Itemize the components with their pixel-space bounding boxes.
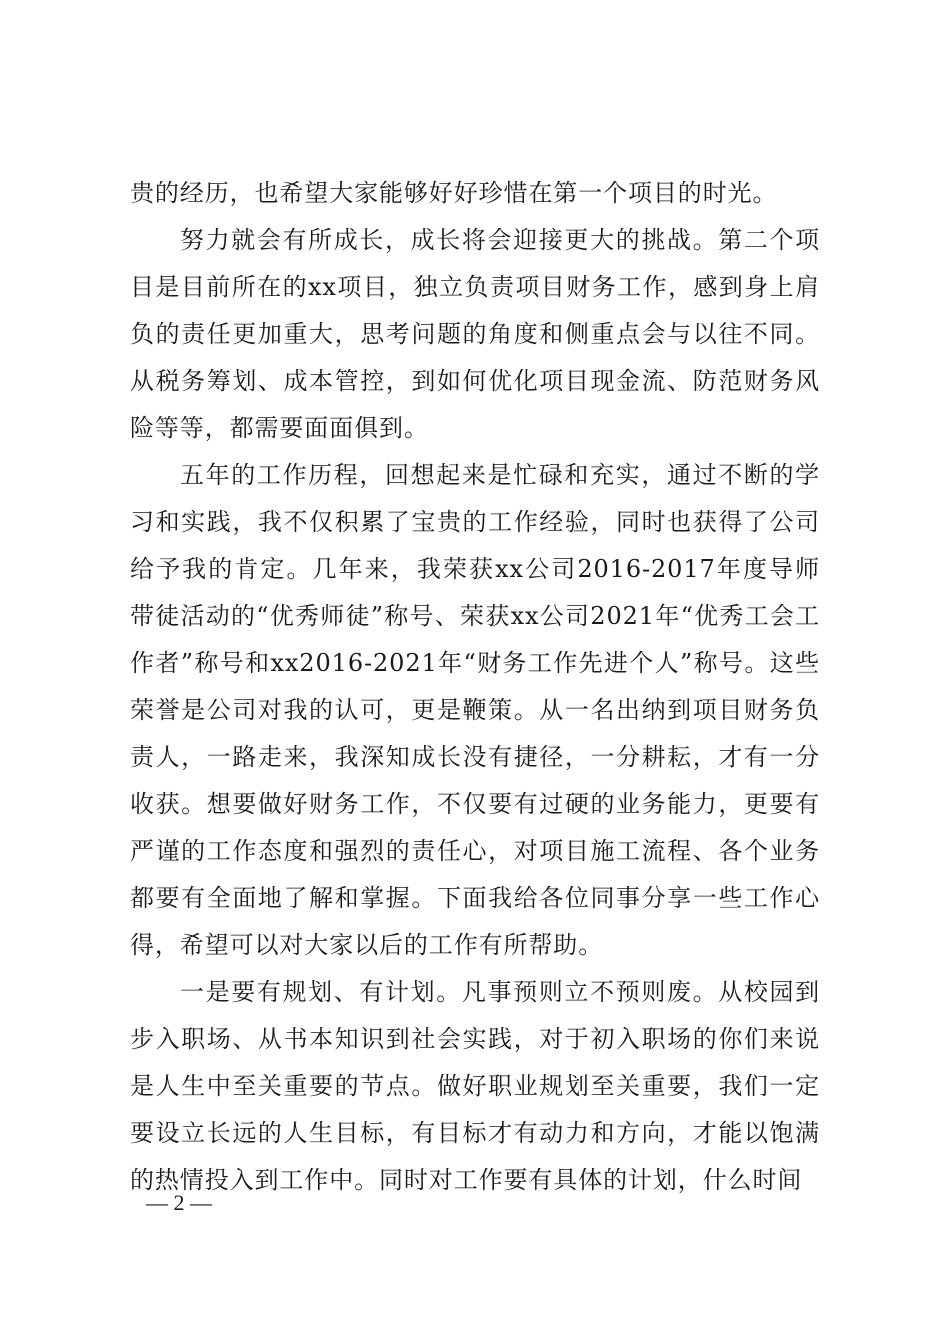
body-text (130, 170, 820, 1204)
page-number: — 2 — (146, 1190, 212, 1215)
paragraph-1: 贵的经历，也希望大家能够好好珍惜在第一个项目的时光。 (130, 179, 778, 207)
paragraph-2: 努力就会有所成长，成长将会迎接更大的挑战。第二个项目是目前所在的xx项目，独立负责项目财务工作，感到身上肩负的责任更加重大，思考问题的角度和侧重点会与以往不同。从税务筹划、成本管控，到如何优化项目现金流、防范财务风险等等，都需要面面俱到。 (130, 226, 820, 442)
paragraph-3: 五年的工作历程，回想起来是忙碌和充实，通过不断的学习和实践，我不仅积累了宝贵的工作经验，同时也获得了公司给予我的肯定。几年来，我荣获xx公司2016-2017年度导师带徒活动的“优秀师徒”称号、荣获xx公司2021年“优秀工会工作者”称号和xx2016-2021年“财务工作先进个人”称号。这些荣誉是公司对我的认可，更是鞭策。从一名出纳到项目财务负责人，一路走来，我深知成长没有捷径，一分耕耘，才有一分收获。想要做好财务工作，不仅要有过硬的业务能力，更要有严谨的工作态度和强烈的责任心，对项目施工流程、各个业务都要有全面地了解和掌握。下面我给各位同事分享一些工作心得，希望可以对大家以后的工作有所帮助。 (130, 461, 820, 959)
paragraph-4: 一是要有规划、有计划。凡事预则立不预则废。从校园到步入职场、从书本知识到社会实践，对于初入职场的你们来说是人生中至关重要的节点。做好职业规划至关重要，我们一定要设立长远的人生目标，有目标才有动力和方向，才能以饱满的热情投入到工作中。同时对工作要有具体的计划，什么时间 (130, 978, 820, 1194)
